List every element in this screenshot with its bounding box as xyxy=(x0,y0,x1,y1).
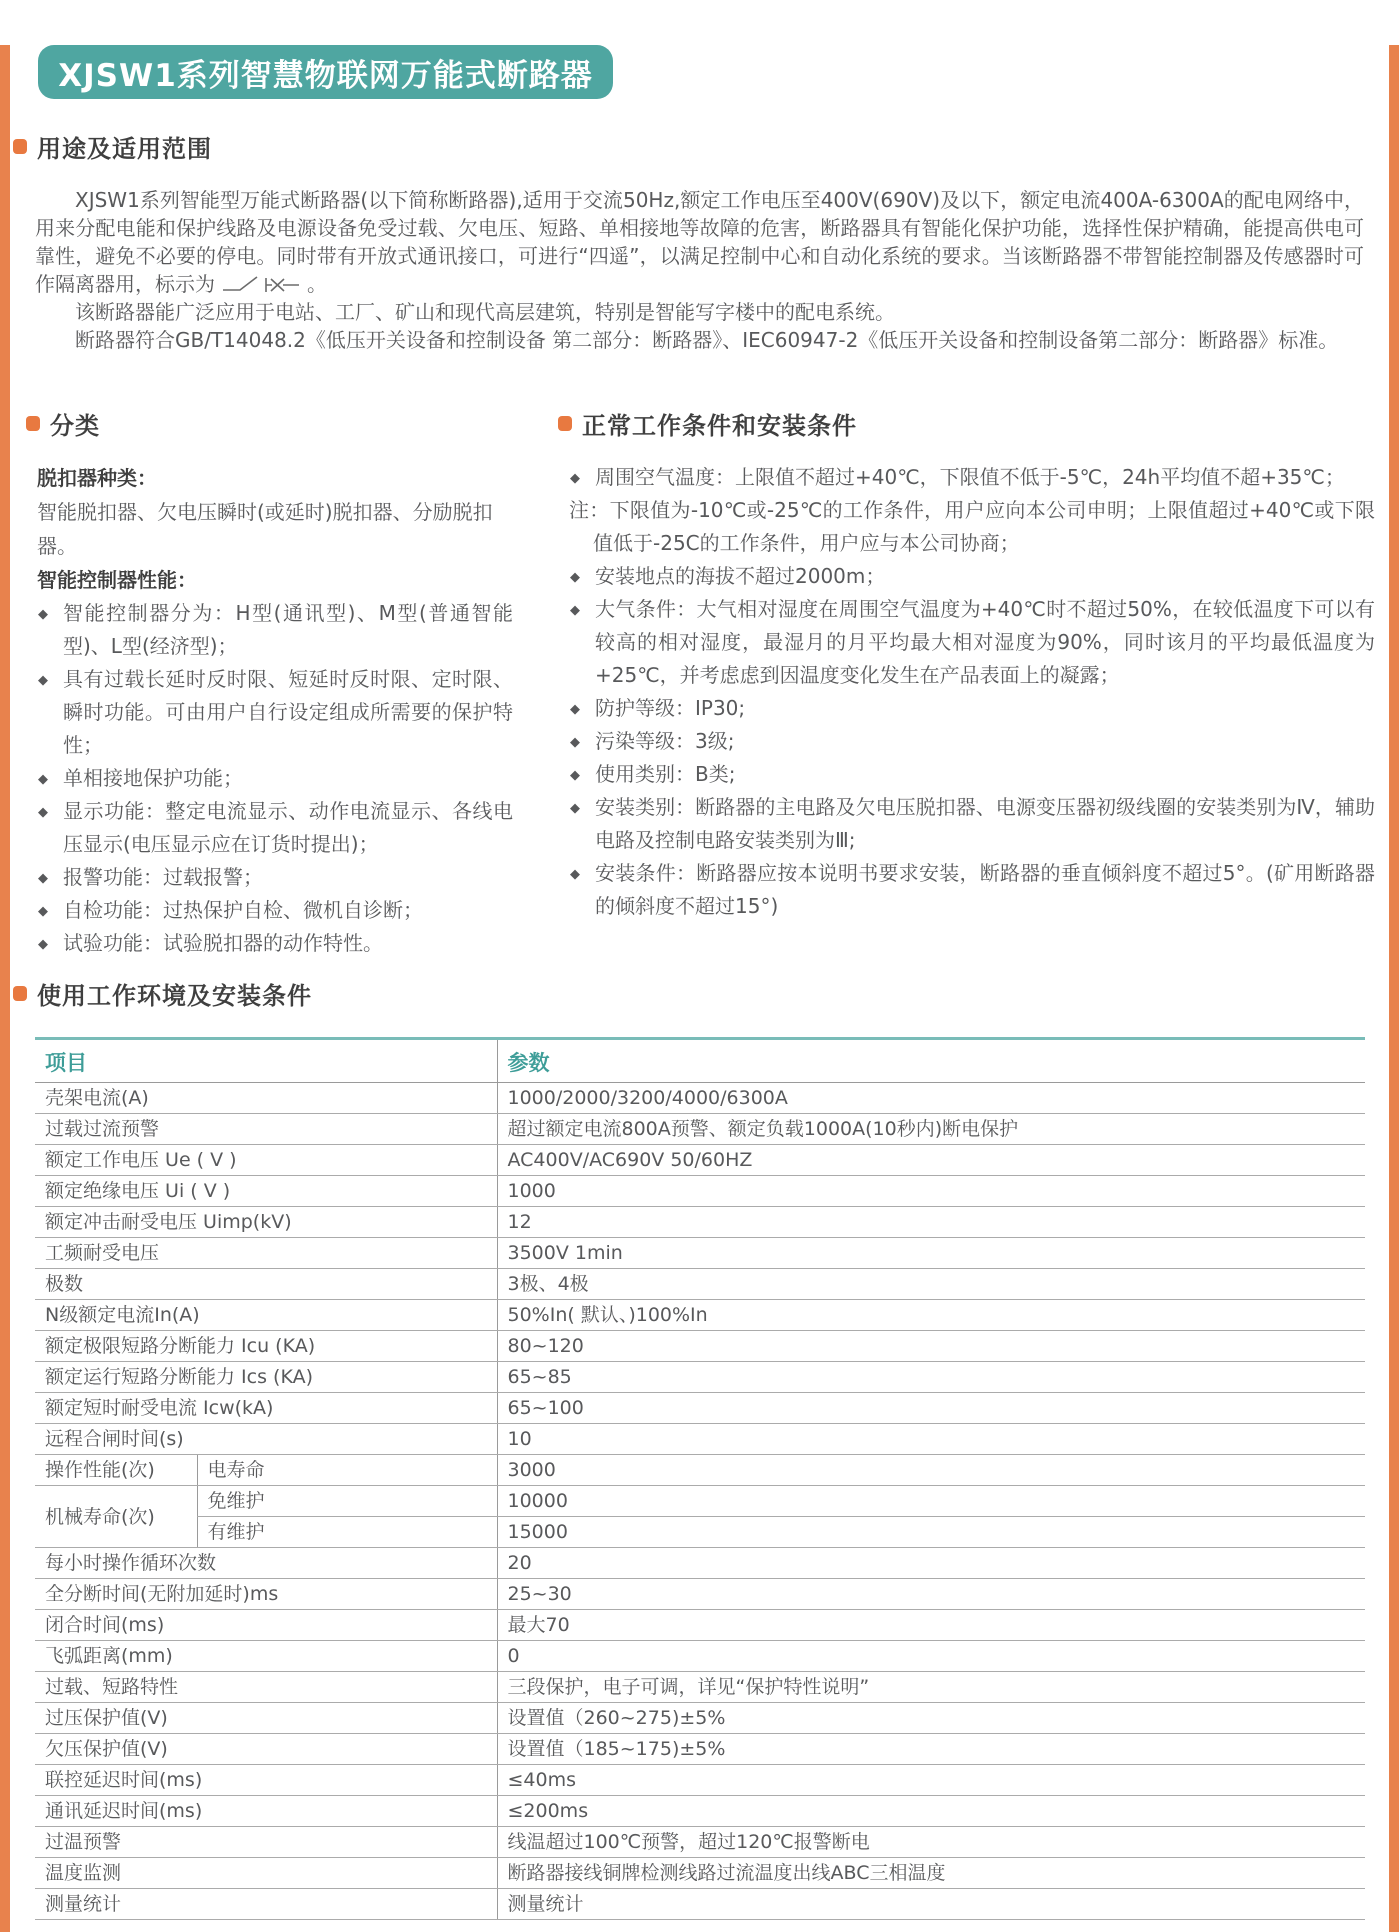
param-cell: ≤40ms xyxy=(497,1765,1365,1796)
list-item: ◆ 报警功能：过载报警； xyxy=(37,861,513,894)
item-cell: 过压保护值(V) xyxy=(35,1703,497,1734)
right-accent-bar xyxy=(1389,45,1399,1932)
table-row xyxy=(35,1765,1365,1796)
table-row xyxy=(35,1269,1365,1300)
list-item: ◆ 大气条件：大气相对湿度在周围空气温度为+40℃时不超过50%，在较低温度下可以有较高的相对湿度，最湿月的月平均最大相对湿度为90%，同时该月的平均最低温度为+25℃，并考虑虑到因温度变化发生在产品表面上的凝露； xyxy=(569,593,1375,692)
usage-heading-text: 用途及适用范围 xyxy=(37,135,212,163)
list-item: ◆ 使用类别：B类; xyxy=(569,758,1375,791)
section-spec-heading xyxy=(13,976,1399,1011)
conditions-column xyxy=(545,406,1375,960)
usage-body xyxy=(35,186,1364,354)
list-item: ◆ 安装条件：断路器应按本说明书要求安装，断路器的垂直倾斜度不超过5°。(矿用断路器的倾斜度不超过15°) xyxy=(569,857,1375,923)
usage-paragraph-1-text: XJSW1系列智能型万能式断路器(以下简称断路器),适用于交流50Hz,额定工作电压至400V(690V)及以下，额定电流400A-6300A的配电网络中，用来分配电能和保护线路及电源设备免受过载、欠电压、短路、单相接地等故障的危害，断路器具有智能化保护功能，选择性保护精确，能提高供电可靠性，避免不必要的停电。同时带有开放式通讯接口，可进行“四遥”，以满足控制中心和自动化系统的要求。当该断路器不带智能控制器及传感器时可作隔离器用，标示为 xyxy=(35,188,1364,296)
item-cell: 飞弧距离(mm) xyxy=(35,1641,497,1672)
item-cell: 温度监测 xyxy=(35,1858,497,1889)
param-cell: 20 xyxy=(497,1548,1365,1579)
param-cell: 12 xyxy=(497,1207,1365,1238)
param-cell: 线温超过100℃预警，超过120℃报警断电 xyxy=(497,1827,1365,1858)
item-cell: 额定短时耐受电流 Icw(kA) xyxy=(35,1393,497,1424)
classification-body xyxy=(37,461,513,960)
item-cell: 每小时操作循环次数 xyxy=(35,1548,497,1579)
param-cell: 超过额定电流800A预警、额定负载1000A(10秒内)断电保护 xyxy=(497,1114,1365,1145)
orange-square-bullet-icon xyxy=(13,986,27,1001)
table-row xyxy=(35,1300,1365,1331)
table-row xyxy=(35,1207,1365,1238)
param-cell: 测量统计 xyxy=(497,1889,1365,1920)
item-cell: 过温预警 xyxy=(35,1827,497,1858)
item-sub-cell: 免维护 xyxy=(197,1486,497,1517)
section-classification-heading xyxy=(26,406,513,441)
param-cell: 0 xyxy=(497,1641,1365,1672)
usage-paragraph-2: 该断路器能广泛应用于电站、工厂、矿山和现代高层建筑，特别是智能写字楼中的配电系统。 xyxy=(75,300,895,324)
list-item: ◆ 单相接地保护功能； xyxy=(37,762,513,795)
item-cell: 额定工作电压 Ue ( V ) xyxy=(35,1145,497,1176)
page-title: XJSW1系列智慧物联网万能式断路器 xyxy=(58,57,593,94)
param-cell: AC400V/AC690V 50/60HZ xyxy=(497,1145,1365,1176)
param-cell: 断路器接线铜牌检测线路过流温度出线ABC三相温度 xyxy=(497,1858,1365,1889)
item-cell: 额定冲击耐受电压 Uimp(kV) xyxy=(35,1207,497,1238)
item-cell: 全分断时间(无附加延时)ms xyxy=(35,1579,497,1610)
note-item: 注：下限值为-10℃或-25℃的工作条件，用户应向本公司申明；上限值超过+40℃或下限值低于-25C的工作条件，用户应与本公司协商； xyxy=(569,498,1375,555)
column-header-param: 参数 xyxy=(497,1039,1365,1083)
list-item: ◆ 显示功能：整定电流显示、动作电流显示、各线电压显示(电压显示应在订货时提出)； xyxy=(37,795,513,861)
header-row xyxy=(35,1039,1365,1083)
controller-performance-label: 智能控制器性能： xyxy=(37,568,197,592)
table-row xyxy=(35,1703,1365,1734)
table-row xyxy=(35,1517,1365,1548)
usage-paragraph-1 xyxy=(35,186,1364,298)
table-row xyxy=(35,1610,1365,1641)
item-cell: 联控延迟时间(ms) xyxy=(35,1765,497,1796)
item-cell: 通讯延迟时间(ms) xyxy=(35,1796,497,1827)
param-cell: 80~120 xyxy=(497,1331,1365,1362)
param-cell: 3500V 1min xyxy=(497,1238,1365,1269)
usage-paragraph-1-end: 。 xyxy=(307,272,327,296)
param-cell: 65~100 xyxy=(497,1393,1365,1424)
orange-square-bullet-icon xyxy=(26,416,40,431)
list-item: ◆ 安装类别：断路器的主电路及欠电压脱扣器、电源变压器初级线圈的安装类别为Ⅳ，辅助电路及控制电路安装类别为Ⅲ; xyxy=(569,791,1375,857)
list-item: ◆ 具有过载长延时反时限、短延时反时限、定时限、瞬时功能。可由用户自行设定组成所需要的保护特性； xyxy=(37,663,513,762)
param-cell: 3000 xyxy=(497,1455,1365,1486)
orange-square-bullet-icon xyxy=(13,139,27,154)
list-item: ◆ 防护等级：IP30; xyxy=(569,692,1375,725)
table-row xyxy=(35,1393,1365,1424)
conditions-bullet-list xyxy=(569,461,1375,923)
param-cell: 1000 xyxy=(497,1176,1365,1207)
spec-table xyxy=(35,1037,1365,1920)
item-cell: N级额定电流In(A) xyxy=(35,1300,497,1331)
item-cell: 额定绝缘电压 Ui ( V ) xyxy=(35,1176,497,1207)
classification-bullet-list xyxy=(37,597,513,960)
table-row xyxy=(35,1331,1365,1362)
section-usage-heading xyxy=(13,129,1399,164)
table-row xyxy=(35,1672,1365,1703)
table-row xyxy=(35,1858,1365,1889)
table-row xyxy=(35,1796,1365,1827)
table-row xyxy=(35,1734,1365,1765)
item-cell: 测量统计 xyxy=(35,1889,497,1920)
table-row xyxy=(35,1579,1365,1610)
table-row xyxy=(35,1455,1365,1486)
classification-column xyxy=(13,406,513,960)
conditions-heading-text: 正常工作条件和安装条件 xyxy=(582,412,857,440)
item-cell: 操作性能(次) xyxy=(35,1455,197,1486)
param-cell: 设置值（260~275)±5% xyxy=(497,1703,1365,1734)
title-banner xyxy=(38,45,613,99)
item-sub-cell: 有维护 xyxy=(197,1517,497,1548)
table-row xyxy=(35,1176,1365,1207)
table-row xyxy=(35,1362,1365,1393)
list-item: ◆ 污染等级：3级; xyxy=(569,725,1375,758)
item-cell: 极数 xyxy=(35,1269,497,1300)
conditions-body xyxy=(569,461,1375,923)
list-item: ◆ 智能控制器分为：H型(通讯型)、M型(普通智能型)、L型(经济型)； xyxy=(37,597,513,663)
item-cell: 远程合闸时间(s) xyxy=(35,1424,497,1455)
item-cell: 额定运行短路分断能力 Ics (KA) xyxy=(35,1362,497,1393)
table-row xyxy=(35,1641,1365,1672)
table-row xyxy=(35,1145,1365,1176)
spec-table-head xyxy=(35,1039,1365,1083)
table-row xyxy=(35,1424,1365,1455)
isolator-symbol-icon xyxy=(221,273,301,295)
table-row xyxy=(35,1486,1365,1517)
table-row xyxy=(35,1114,1365,1145)
param-cell: 25~30 xyxy=(497,1579,1365,1610)
param-cell: 65~85 xyxy=(497,1362,1365,1393)
item-cell: 机械寿命(次) xyxy=(35,1486,197,1548)
item-cell: 过载过流预警 xyxy=(35,1114,497,1145)
table-row xyxy=(35,1238,1365,1269)
classification-heading-text: 分类 xyxy=(50,412,100,440)
param-cell: 3极、4极 xyxy=(497,1269,1365,1300)
spec-table-body xyxy=(35,1083,1365,1920)
table-row xyxy=(35,1548,1365,1579)
param-cell: 10 xyxy=(497,1424,1365,1455)
table-row xyxy=(35,1827,1365,1858)
param-cell: ≤200ms xyxy=(497,1796,1365,1827)
item-cell: 过载、短路特性 xyxy=(35,1672,497,1703)
table-row xyxy=(35,1083,1365,1114)
section-conditions-heading xyxy=(558,406,1375,441)
param-cell: 50%In( 默认、)100%In xyxy=(497,1300,1365,1331)
two-column-section xyxy=(13,406,1399,960)
spec-heading-text: 使用工作环境及安装条件 xyxy=(37,982,312,1010)
param-cell: 15000 xyxy=(497,1517,1365,1548)
list-item: ◆ 周围空气温度：上限值不超过+40℃，下限值不低于-5℃，24h平均值不超+35℃； xyxy=(569,461,1375,494)
list-item: ◆ 安装地点的海拔不超过2000m； xyxy=(569,560,1375,593)
usage-paragraph-3: 断路器符合GB/T14048.2《低压开关设备和控制设备 第二部分：断路器》、IEC60947-2《低压开关设备和控制设备第二部分：断路器》标准。 xyxy=(75,328,1339,352)
param-cell: 设置值（185~175)±5% xyxy=(497,1734,1365,1765)
list-item: ◆ 自检功能：过热保护自检、微机自诊断； xyxy=(37,894,513,927)
param-cell: 10000 xyxy=(497,1486,1365,1517)
param-cell: 1000/2000/3200/4000/6300A xyxy=(497,1083,1365,1114)
trip-types-label: 脱扣器种类： xyxy=(37,466,157,490)
trip-types-line: 智能脱扣器、欠电压瞬时(或延时)脱扣器、分励脱扣器。 xyxy=(37,500,493,558)
item-cell: 工频耐受电压 xyxy=(35,1238,497,1269)
column-header-item: 项目 xyxy=(35,1039,497,1083)
param-cell: 最大70 xyxy=(497,1610,1365,1641)
list-item: ◆ 试验功能：试验脱扣器的动作特性。 xyxy=(37,927,513,960)
item-cell: 额定极限短路分断能力 Icu (KA) xyxy=(35,1331,497,1362)
left-accent-bar xyxy=(0,45,10,1932)
table-row xyxy=(35,1889,1365,1920)
param-cell: 三段保护，电子可调，详见“保护特性说明” xyxy=(497,1672,1365,1703)
item-cell: 壳架电流(A) xyxy=(35,1083,497,1114)
item-cell: 欠压保护值(V) xyxy=(35,1734,497,1765)
item-sub-cell: 电寿命 xyxy=(197,1455,497,1486)
orange-square-bullet-icon xyxy=(558,416,572,431)
item-cell: 闭合时间(ms) xyxy=(35,1610,497,1641)
